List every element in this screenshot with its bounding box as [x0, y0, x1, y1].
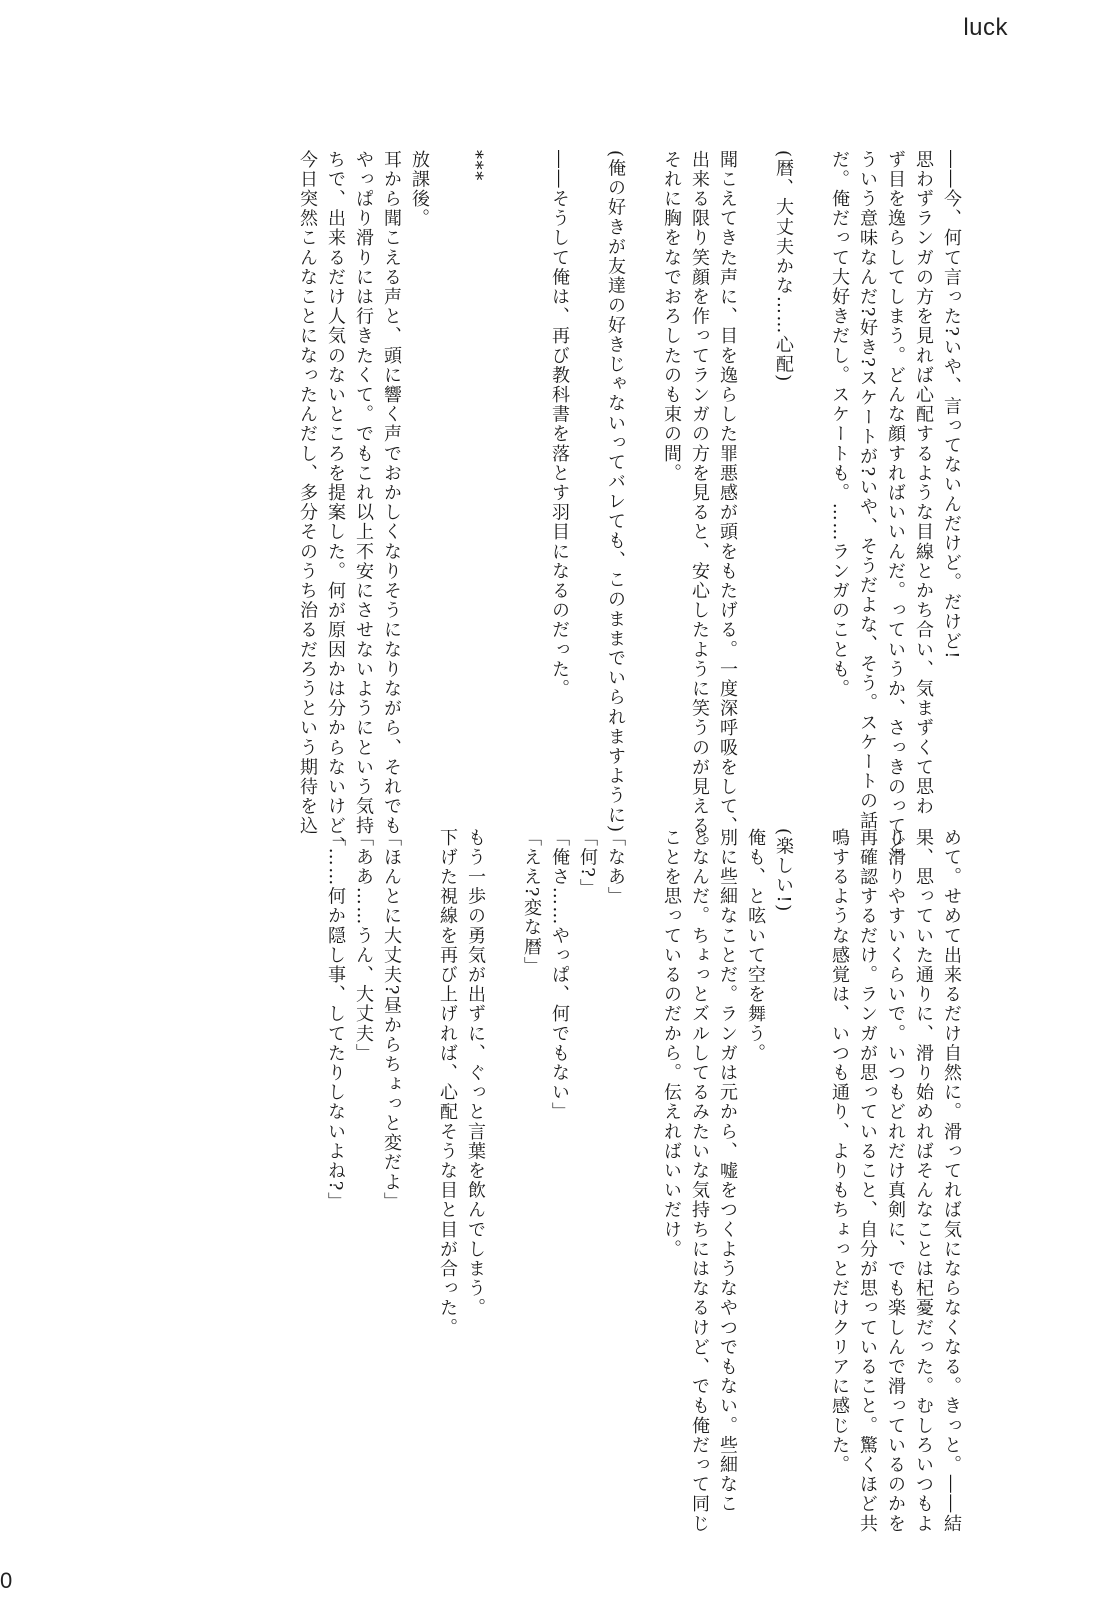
text-line: ず目を逸らしてしまう。どんな顔すればいいんだ。っていうか、さっきのってど: [885, 150, 906, 856]
text-line: ういう意味なんだ?好き?スケートが?いや、そうだよな、そう。スケートの話: [857, 150, 878, 831]
blank-line: [405, 828, 433, 1348]
text-line: 鳴するような感覚は、いつも通り、よりもちょっとだけクリアに感じた。: [829, 828, 850, 1475]
text-line: ***: [465, 150, 486, 182]
text-line: 俺も、と呟いて空を舞う。: [745, 828, 766, 1064]
text-line: 「ああ……うん、大丈夫」: [353, 828, 374, 1064]
text-line: ――今、何て言った?いや、言ってないんだけど。だけど!: [941, 150, 962, 661]
text-line: (俺の好きが友達の好きじゃないってバレても、このままでいられますように): [605, 150, 626, 834]
text-line: 「ほんとに大丈夫?昼からちょっと変だよ」: [381, 828, 402, 1212]
text-line: 下げた視線を再び上げれば、心配そうな目と目が合った。: [437, 828, 458, 1338]
text-line: ちで、出来るだけ人気のないところを提案した。何が原因かは分からないけど、: [325, 150, 346, 856]
blank-line: [797, 828, 825, 1348]
text-line: 出来る限り笑顔を作ってランガの方を見ると、安心したように笑うのが見える。: [689, 150, 710, 856]
page-number: 0: [0, 1568, 13, 1593]
blank-line: [797, 150, 825, 770]
blank-line: [489, 150, 517, 770]
text-line: 「……何か隠し事、してたりしないよね?」: [325, 828, 346, 1212]
text-line: 今日突然こんなことになったんだし、多分そのうち治るだろうという期待を込: [297, 150, 318, 836]
text-line: ――そうして俺は、再び教科書を落とす羽目になるのだった。: [549, 150, 570, 699]
text-line: 「ええ?変な暦」: [521, 828, 542, 977]
text-block-top: [225, 150, 965, 856]
running-header-title: luck: [963, 14, 1008, 41]
blank-line: [489, 828, 517, 1348]
text-line: (暦、大丈夫かな……心配): [773, 150, 794, 383]
text-line: もう一歩の勇気が出ずに、ぐっと言葉を飲んでしまう。: [465, 828, 486, 1318]
text-line: 耳から聞こえる声と、頭に響く声でおかしくなりそうになりながら、それでも: [381, 150, 402, 836]
text-line: だ。俺だって大好きだし。スケートも。……ランガのことも。: [829, 150, 850, 699]
text-line: 思わずランガの方を見れば心配するような目線とかち合い、気まずくて思わ: [913, 150, 934, 817]
text-line: 果、思っていた通りに、滑り始めればそんなことは杞憂だった。むしろいつもよ: [913, 828, 934, 1534]
blank-line: [741, 150, 769, 770]
blank-line: [573, 150, 601, 770]
text-line: 聞こえてきた声に、目を逸らした罪悪感が頭をもたげる。一度深呼吸をして、: [717, 150, 738, 836]
text-line: 再確認するだけ。ランガが思っていること、自分が思っていること。驚くほど共: [857, 828, 878, 1534]
text-block-bottom: [225, 828, 965, 1534]
text-line: ことを思っているのだから。伝えればいいだけ。: [661, 828, 682, 1260]
text-line: 「俺さ……やっぱ、何でもない」: [549, 828, 570, 1122]
text-line: 「何?」: [577, 828, 598, 899]
blank-line: [629, 150, 657, 770]
text-line: となんだ。ちょっとズルしてるみたいな気持ちにはなるけど、でも俺だって同じ: [689, 828, 710, 1534]
text-line: やっぱり滑りには行きたくて。でもこれ以上不安にさせないようにという気持: [353, 150, 374, 836]
blank-line: [517, 150, 545, 770]
text-line: めて。せめて出来るだけ自然に。滑ってれば気にならなくなる。きっと。――結: [941, 828, 962, 1534]
text-line: 「なあ」: [605, 828, 626, 907]
text-line: 別に些細なことだ。ランガは元から、嘘をつくようなやつでもない。些細なこ: [717, 828, 738, 1514]
text-line: それに胸をなでおろしたのも束の間。: [661, 150, 682, 484]
blank-line: [629, 828, 657, 1348]
blank-line: [433, 150, 461, 770]
text-line: (楽しい!): [773, 828, 794, 913]
text-line: 放課後。: [409, 150, 430, 229]
text-line: り滑りやすいくらいで。いつもどれだけ真剣に、でも楽しんで滑っているのかを: [885, 828, 906, 1534]
